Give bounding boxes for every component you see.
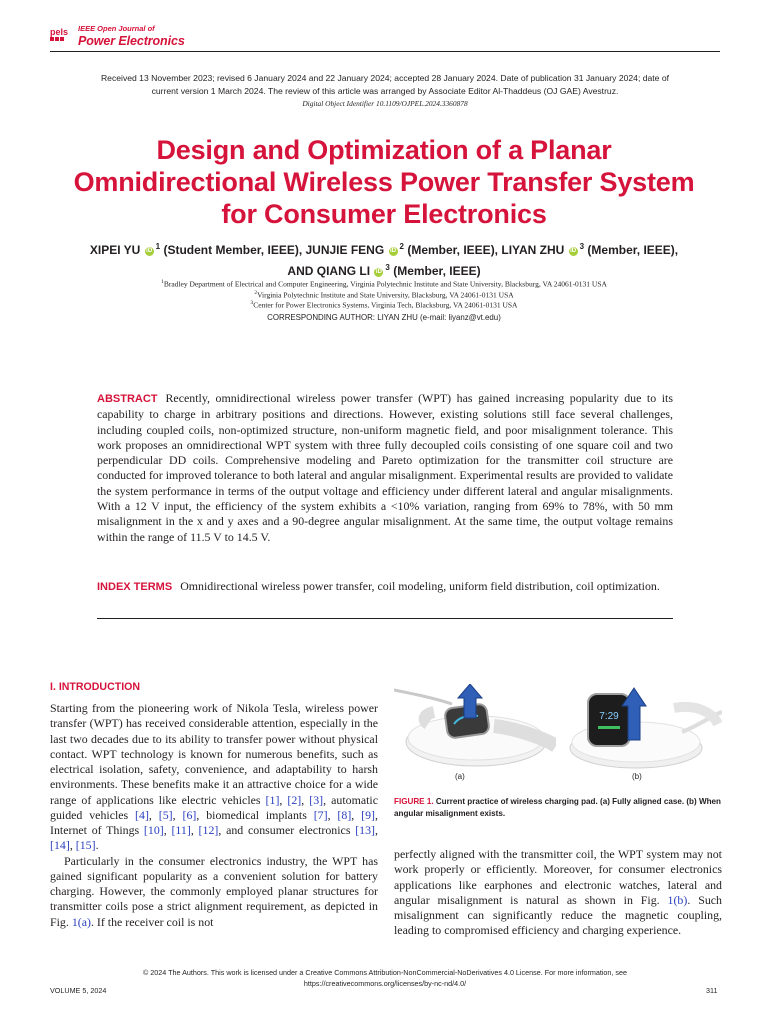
citation-link[interactable]: [12] — [198, 823, 219, 837]
paragraph-text: , — [148, 807, 159, 822]
intro-paragraph-1 — [50, 701, 378, 854]
citation-link[interactable]: [5] — [158, 807, 173, 822]
author-membership: (Student Member, IEEE), — [163, 243, 303, 257]
journal-name-line2: Power Electronics — [78, 34, 185, 48]
figure-1a-aligned-charger-image — [394, 684, 556, 772]
abstract-divider — [97, 618, 673, 619]
abstract — [97, 391, 673, 545]
license-url[interactable]: https://creativecommons.org/licenses/by-nc-nd/4.0/ — [303, 978, 467, 988]
figure-1b-label: (b) — [632, 772, 642, 781]
paragraph-text: , automatic guided vehicles — [50, 792, 378, 822]
citation-link[interactable]: [13] — [355, 823, 375, 837]
paragraph-text: , — [279, 792, 288, 807]
license-notice — [96, 968, 674, 989]
figure-1-caption-label: FIGURE 1. — [394, 797, 434, 806]
paragraph-text: Particularly in the consumer electronics industry, the WPT has gained significant popularity as a convenient solution for battery charging. However, the commonly employed planar structures for transmitter coils pose a strict alignment requirement, as depicted in Fig. — [50, 853, 378, 929]
affiliation-text: Center for Power Electronics Systems, Virginia Tech, Blacksburg, VA 24061-0131 USA — [253, 300, 518, 310]
intro-paragraph-2 — [50, 854, 378, 930]
volume-year: VOLUME 5, 2024 — [50, 986, 107, 995]
paragraph-text: . If the receiver coil is not — [90, 914, 214, 929]
citation-link[interactable]: [15] — [75, 838, 96, 853]
paragraph-text: , — [327, 807, 338, 822]
index-terms — [97, 579, 673, 595]
citation-link[interactable]: 1(b) — [667, 892, 688, 907]
paragraph-text: , — [172, 807, 183, 822]
author-name: JUNJIE FENG — [305, 243, 385, 257]
orcid-icon[interactable]: iD — [570, 248, 577, 254]
paragraph-text: , — [375, 823, 378, 837]
author-affiliation-number: 3 — [385, 263, 390, 272]
author-affiliation-number: 2 — [399, 242, 404, 251]
received-dates: Received 13 November 2023; revised 6 January 2024 and 22 January 2024; accepted 28 January 2024. Date of publication 31 January 2024; date of current version 1 March 2024. The review of this article was arranged by Associate Editor Al-Thaddeus (OJ GAE) Avestruz. — [100, 73, 670, 96]
author-name: XIPEI YU — [89, 243, 141, 257]
paragraph-text: , — [301, 792, 310, 807]
page-number: 311 — [706, 986, 718, 995]
journal-name-line1: IEEE Open Journal of — [78, 24, 155, 33]
index-terms-text: Omnidirectional wireless power transfer, coil modeling, uniform field distribution, coil optimization. — [180, 579, 660, 593]
figure-1b-misaligned-charger-image — [562, 684, 722, 772]
citation-link[interactable]: [3] — [309, 792, 324, 807]
paragraph-text: , — [69, 838, 76, 853]
paragraph-text: . Such misalignment can significantly reduce the magnetic coupling, leading to compromised efficiency and charging experience. — [394, 892, 722, 938]
paragraph-text: , — [163, 823, 172, 837]
author-membership: (Member, IEEE), — [407, 243, 499, 257]
doi[interactable]: Digital Object Identifier 10.1109/OJPEL.2024.3360878 — [302, 99, 468, 108]
abstract-text: Recently, omnidirectional wireless power transfer (WPT) has gained increasing popularity due to its capability to charge in arbitrary positions and directions. However, existing solutions still face several challenges, including coupled coils, non-optimized structure, non-uniform magnetic field, and poor misalignment tolerance. This work proposes an omnidirectional WPT system with three fully decoupled coils consisting of one square coil and two perpendicular DD coils. Comprehensive modeling and Pareto optimization for the transmitter coil structure are conducted for improved tolerance to both lateral and angular misalignment. Experimental results are provided to validate the system performance in terms of the output voltage and efficiency under different lateral and angular misalignments. With a 12 V input, the efficiency of the system exhibits a <10% variation, ranging from 69% to 78%, with 50 mm misalignment in the x and y axes and a 90-degree angular misalignment. At the same time, the output voltage remains within the range of 11.5 V to 14.5 V. — [97, 391, 673, 544]
affiliation-text: Bradley Department of Electrical and Computer Engineering, Virginia Polytechnic Institute and State University, Blacksburg, VA 24061-0131 USA — [163, 279, 607, 289]
abstract-label: ABSTRACT — [97, 393, 158, 405]
figure-1-caption-text: Current practice of wireless charging pad. (a) Fully aligned case. (b) When angular misalignment exists. — [394, 797, 721, 818]
paper-title: Design and Optimization of a Planar Omnidirectional Wireless Power Transfer System for Consumer Electronics — [73, 135, 695, 229]
citation-link[interactable]: [9] — [361, 807, 376, 822]
citation-link[interactable]: 1(a) — [71, 914, 91, 929]
corresponding-author: CORRESPONDING AUTHOR: LIYAN ZHU (e-mail: liyanz@vt.edu) — [267, 313, 501, 322]
author-affiliation-number: 1 — [155, 242, 161, 251]
affiliations — [60, 278, 708, 310]
author-list — [54, 238, 714, 280]
citation-link[interactable]: [4] — [135, 807, 149, 822]
author-affiliation-number: 3 — [579, 242, 585, 251]
affiliation-number: 3 — [250, 300, 254, 306]
watch-time: 7:29 — [599, 711, 619, 722]
license-text: © 2024 The Authors. This work is licensed under a Creative Commons Attribution-NonCommercial-NoDerivatives 4.0 License. For more information, see — [142, 968, 627, 977]
citation-link[interactable]: [1] — [265, 792, 280, 807]
left-column — [50, 701, 378, 930]
citation-link[interactable]: [7] — [313, 807, 328, 822]
affiliation-number: 2 — [254, 289, 258, 296]
right-column — [394, 847, 722, 939]
orcid-icon[interactable]: iD — [146, 248, 153, 254]
affiliation-line — [60, 299, 708, 310]
figure-1-caption — [394, 796, 722, 819]
header-divider — [50, 51, 720, 52]
orcid-icon[interactable]: iD — [375, 269, 382, 275]
author-name: AND QIANG LI — [287, 264, 371, 278]
affiliation-text: Virginia Polytechnic Institute and State University, Blacksburg, VA 24061-0131 USA — [257, 290, 514, 299]
affiliation-line — [60, 289, 708, 300]
paragraph-text: perfectly aligned with the transmitter coil, the WPT system may not work properly or efficiently. Moreover, for consumer electronics applications like earphones and electronic watches, lateral and angular misalignment is natural as shown in Fig. — [394, 847, 722, 907]
figure-1a-label: (a) — [455, 772, 465, 781]
paragraph-text: , biomedical implants — [196, 807, 314, 822]
citation-link[interactable]: [6] — [182, 807, 197, 822]
affiliation-number: 1 — [161, 279, 164, 285]
intro-paragraph-3 — [394, 847, 722, 939]
author-membership: (Member, IEEE), — [587, 243, 679, 257]
citation-link[interactable]: [2] — [287, 792, 302, 807]
author-name: LIYAN ZHU — [501, 243, 565, 257]
citation-link[interactable]: [8] — [337, 807, 352, 822]
paragraph-text: Starting from the pioneering work of Nikola Tesla, wireless power transfer (WPT) has received considerable attention, especially in the last two decades due to its ability to transfer power without physical contact. WPT technology is known for numerous benefits, such as electrical isolation, safety, convenience, and adaptability to harsh environments. These benefits make it an attractive choice for a wide range of applications like electric vehicles — [50, 701, 378, 807]
affiliation-line — [60, 278, 708, 289]
citation-link[interactable]: [10] — [143, 823, 164, 837]
paragraph-text: , and consumer electronics — [218, 823, 356, 837]
pels-logo — [50, 26, 72, 42]
paragraph-text: , — [351, 807, 362, 822]
paragraph-text: , Internet of Things — [50, 807, 378, 837]
citation-link[interactable]: [14] — [50, 838, 70, 853]
pels-logo-text: pels — [50, 27, 69, 37]
author-membership: (Member, IEEE) — [393, 264, 481, 278]
paragraph-text: , — [190, 823, 199, 837]
orcid-icon[interactable]: iD — [390, 248, 397, 254]
paragraph-text: . — [95, 838, 99, 853]
index-terms-label: INDEX TERMS — [97, 581, 173, 593]
citation-link[interactable]: [11] — [171, 823, 191, 837]
section-heading: I. INTRODUCTION — [50, 681, 141, 693]
